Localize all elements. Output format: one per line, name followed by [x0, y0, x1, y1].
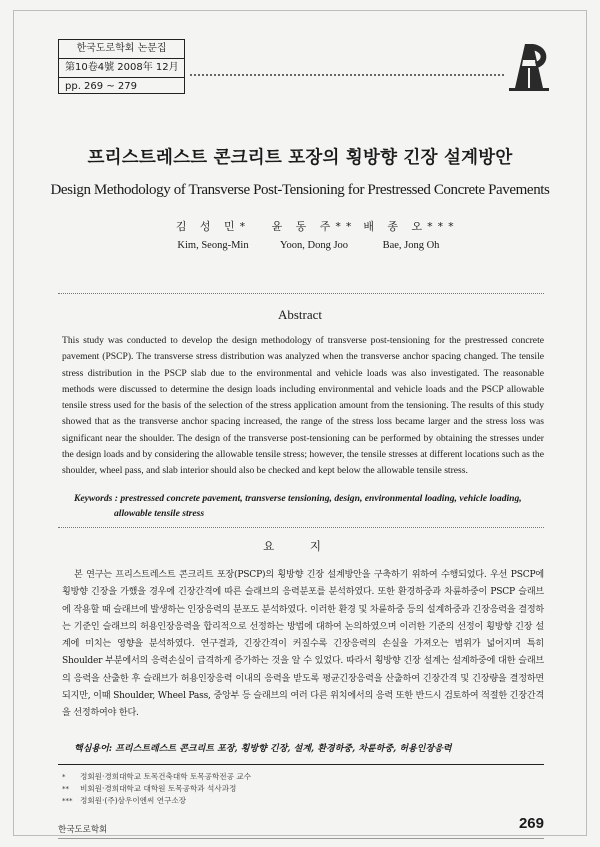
separator-middle [58, 527, 544, 528]
footnote-3: *** 정회원·(주)삼우이엔씨 연구소장 [62, 796, 187, 805]
footer-publisher: 한국도로학회 [58, 825, 108, 835]
journal-name: 한국도로학회 논문집 [76, 43, 167, 54]
author-2-name-en: Yoon, Dong Joo [279, 240, 349, 251]
title-english: Design Methodology of Transverse Post-Tensioning for Prestressed Concrete Pavements [50, 182, 550, 198]
korean-keywords: 핵심용어: 프리스트레스트 콘크리트 포장, 횡방향 긴장, 설계, 환경하중, 차륜하중, 허용인장응력 [74, 744, 452, 754]
footnote-1: * 정회원·경희대학교 토목건축대학 토목공학전공 교수 [62, 772, 252, 781]
footer-rule [58, 838, 544, 839]
author-1-name-en: Kim, Seong-Min [177, 240, 249, 251]
footnote-rule [58, 764, 544, 765]
journal-logo-icon [505, 38, 553, 92]
keywords-text: prestressed concrete pavement, transverse tensioning, design, environmental loading, vehicle loading, [120, 493, 522, 504]
keywords-label: Keywords : [74, 493, 118, 504]
author-3 [346, 218, 476, 251]
journal-pages: pp. 269 ~ 279 [59, 77, 184, 96]
page-number: 269 [518, 815, 544, 832]
keywords-text-cont: allowable tensile stress [114, 508, 205, 519]
author-3-name-en: Bae, Jong Oh [382, 240, 440, 251]
separator-top [58, 293, 544, 294]
keywords [74, 491, 544, 521]
author-3-name-ko: 배 종 오*** [363, 220, 459, 233]
korean-abstract-text: 본 연구는 프리스트레스트 콘크리트 포장(PSCP)의 횡방향 긴장 설계방안을 구축하기 위하여 수행되었다. 우선 PSCP에 횡방향 긴장을 가했을 경우에 긴장간격에 따른 슬래브의 응력분포를 분석하였다. 또한 환경하중과 차륜하중이 PSCP 슬래브에 작용할 때 슬래브에 발생하는 인장응력의 분포도 분석하였다. 이러한 환경 및 차륜하중 등의 설계하중과 긴장응력을 결정하는 기준인 슬래브의 허용인장응력을 합리적으로 선정하는 방법에 대하여 논의하였으며 이러한 기준의 선정이 횡방향 긴장 설계에 미치는 영향을 분석하였다. 연구결과, 긴장간격이 커질수록 긴장응력의 손실을 가져오는 범위가 넓어지며 특히 Shoulder 부분에서의 응력손실이 급격하게 증가하는 것을 알 수 있었다. 따라서 횡방향 긴장 설계는 설계하중에 대한 슬래브의 응력을 산출한 후 슬래브가 허용인장응력 이내의 응력을 받도록 평균긴장응력을 산출하여 긴장간격 및 긴장량을 결정하면 되지만, 이때 Shoulder, Wheel Pass, 중앙부 등 슬래브의 여러 다른 위치에서의 응력 또한 반드시 검토하여 적절한 긴장간격을 선정하여야 한다. [62, 570, 544, 719]
author-2-name-ko: 윤 동 주** [271, 220, 357, 233]
korean-abstract-heading: 요 지 [263, 539, 337, 553]
footnote-2: ** 비회원·경희대학교 대학원 토목공학과 석사과정 [62, 784, 237, 793]
title-korean: 프리스트레스트 콘크리트 포장의 횡방향 긴장 설계방안 [87, 148, 513, 168]
journal-volume: 第10卷4號 2008年 12月 [59, 58, 184, 77]
abstract-heading: Abstract [277, 307, 323, 322]
author-1-name-ko: 김 성 민* [175, 220, 251, 233]
header-dotted-line [190, 74, 504, 76]
footnotes [62, 771, 542, 807]
abstract-text: This study was conducted to develop the design methodology of transverse post-tensioning for the prestressed concrete pavement (PSCP). The transverse stress distribution was analyzed when the transverse anchor spacing changed. The tensile stress distribution in the PSCP slab due to the environmental and vehicle loads was also investigated. The reasonable methods were discussed to determine the design loads including environmental and vehicle loads and the PSCP allowable tensile stress used for the basis of the selection of the stress application amount from the tensioning. The results of this study showed that as the transverse anchor spacing increased, the range of the stress loss became larger and the stress loss was significant near the shoulder. The design of the transverse post-tensioning can be performed by obtaining the stresses under the design loads and by considering the allowable tensile stress; however, the tensile stresses at different locations such as the shoulder, wheel pass, and slab interior should also be checked and kept below the allowable tensile stress. [62, 335, 544, 477]
journal-info-box [58, 39, 185, 94]
